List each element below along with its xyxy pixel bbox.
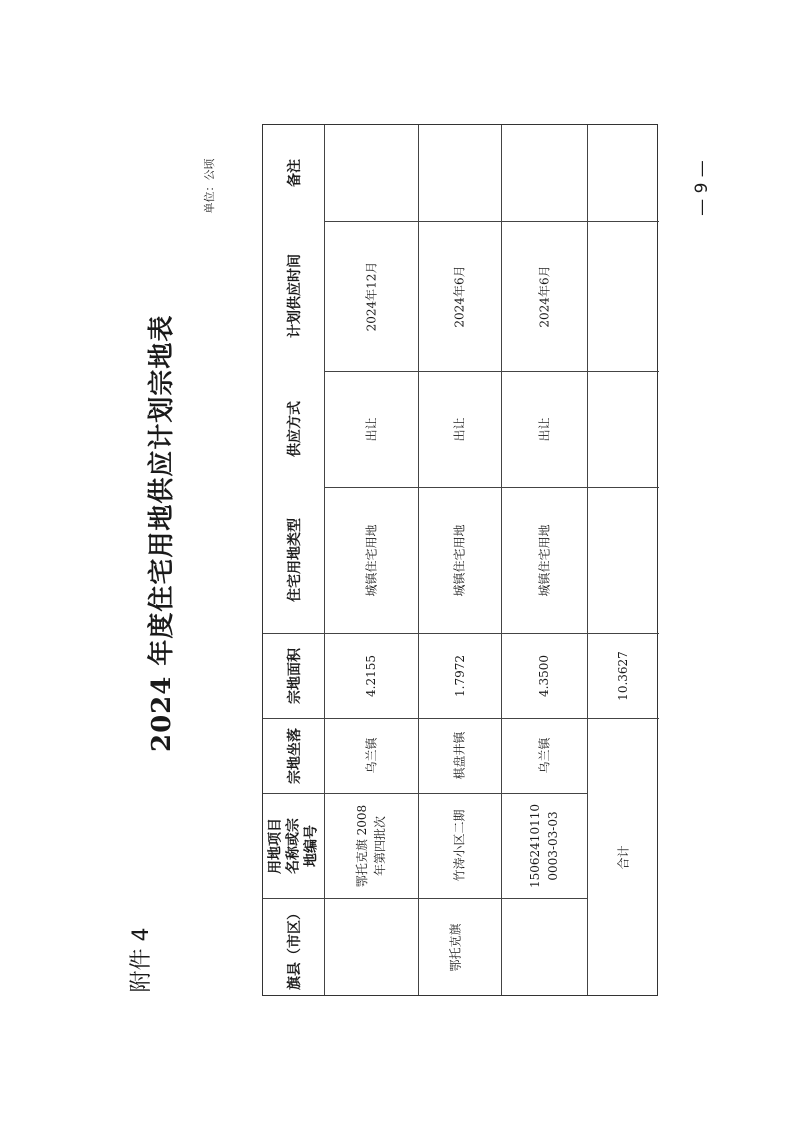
table-cell-type: 城镇住宅用地 <box>537 523 552 597</box>
header-type: 住宅用地类型 <box>286 518 303 602</box>
table-cell-location: 乌兰镇 <box>537 737 552 774</box>
header-area: 宗地面积 <box>286 647 303 704</box>
table-cell-method: 出让 <box>537 416 552 442</box>
header-time: 计划供应时间 <box>286 254 303 338</box>
table-cell-location: 棋盘井镇 <box>452 731 467 780</box>
table-cell-time: 2024年6月 <box>537 264 552 328</box>
land-supply-table <box>262 124 658 996</box>
table-cell-type: 城镇住宅用地 <box>452 523 467 597</box>
header-county: 旗县（市区） <box>286 905 303 990</box>
header-note: 备注 <box>286 159 303 187</box>
table-cell-type: 城镇住宅用地 <box>364 523 379 597</box>
total-area-cell: 10.3627 <box>616 650 630 701</box>
table-cell-project: 竹涛小区二期 <box>452 809 467 882</box>
county-cell: 鄂托克旗 <box>448 923 463 972</box>
table-cell-time: 2024年12月 <box>364 261 379 331</box>
table-cell-method: 出让 <box>452 416 467 442</box>
header-method: 供应方式 <box>286 401 303 457</box>
header-location: 宗地坐落 <box>286 727 303 784</box>
table-cell-project: 鄂托克旗 2008 年第四批次 <box>355 804 387 887</box>
page-number: — 9 — <box>692 160 712 216</box>
table-cell-area: 4.2155 <box>364 654 378 697</box>
page-title: 2024 年度住宅用地供应计划宗地表 <box>147 314 177 752</box>
table-cell-note <box>418 125 501 221</box>
header-project: 用地项目名称或宗地编号 <box>267 817 320 874</box>
table-cell-area: 1.7972 <box>452 654 467 697</box>
table-cell-project: 150624101100003-03-03 <box>528 803 560 888</box>
table-cell-note <box>324 125 418 221</box>
table-cell-method: 出让 <box>364 416 379 442</box>
total-label-cell: 合计 <box>616 845 631 870</box>
table-cell-area: 4.3500 <box>537 654 551 697</box>
table-cell-note <box>501 125 587 221</box>
attachment-label: 附件 4 <box>129 927 154 993</box>
table-cell-time: 2024年6月 <box>453 264 467 328</box>
unit-label: 单位：公顷 <box>203 158 216 214</box>
table-cell-location: 乌兰镇 <box>364 737 379 774</box>
